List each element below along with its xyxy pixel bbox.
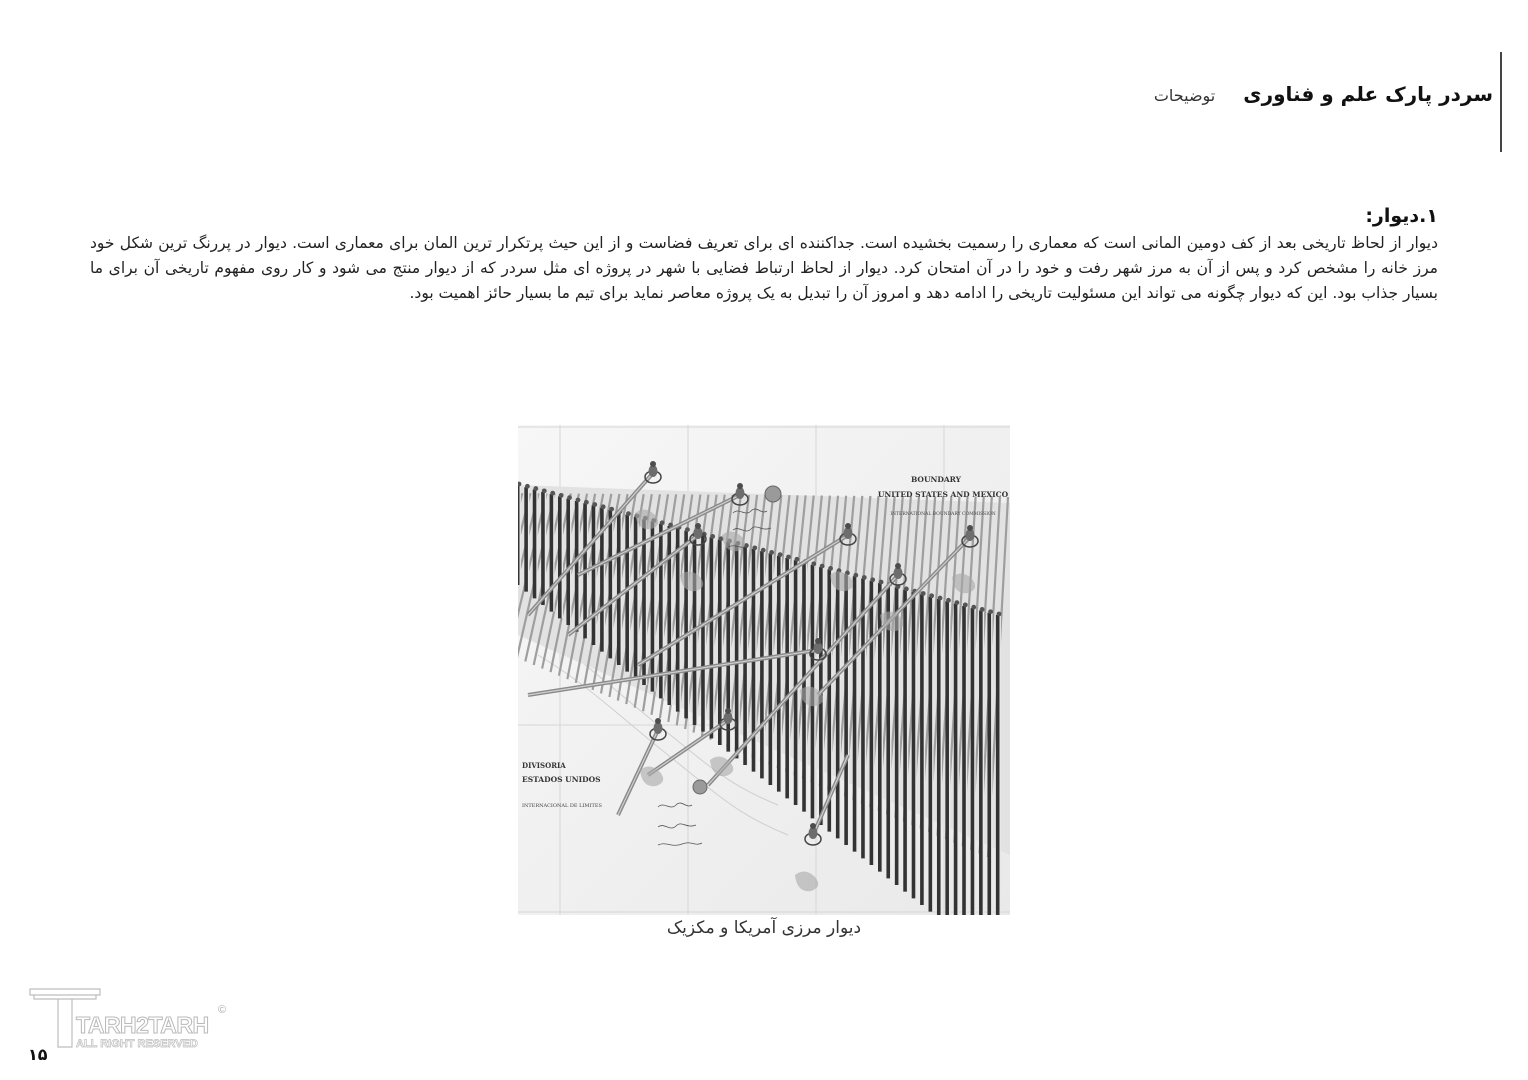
slat-cap [525,484,530,489]
slat-cap [609,507,614,512]
person-head [695,523,701,529]
slat-cap [794,557,799,562]
slat-cap [592,502,597,507]
person-head [737,483,743,489]
slat-cap [811,561,816,566]
seal-icon [693,780,707,794]
person-head [655,718,661,724]
person-head [895,563,901,569]
map-title-line-2: UNITED STATES AND MEXICO [877,490,1009,499]
slat-cap [786,555,791,560]
header-divider [1500,52,1502,152]
logo-icon [28,985,238,1053]
map-lower-line-2: ESTADOS UNIDOS [522,775,601,784]
slat-cap [685,527,690,532]
slat-cap [660,520,665,525]
slat-cap [601,504,606,509]
slat-cap [752,545,757,550]
slat-cap [971,605,976,610]
border-wall-illustration [518,425,1010,915]
slat-cap [954,600,959,605]
person-head [650,461,656,467]
slat-cap [559,493,564,498]
person-head [845,523,851,529]
slat-cap [576,498,581,503]
slat-cap [828,566,833,571]
slat-cap [710,534,715,539]
slat-cap [550,491,555,496]
map-title-line-1: BOUNDARY [910,475,962,484]
map-lower-line-1: DIVISORIA [522,761,566,770]
person-head [815,638,821,644]
slat-cap [946,598,951,603]
header-title: سردر پارک علم و فناوری [1243,82,1493,106]
header-subtitle: توضیحات [1153,86,1216,105]
slat-cap [584,500,589,505]
slat-cap [879,580,884,585]
map-lower-line-3: INTERNACIONAL DE LIMITES [522,803,602,809]
slat-cap [997,612,1002,617]
slat-cap [542,488,547,493]
slat-cap [904,587,909,592]
logo-rights-text: ALL RIGHT RESERVED [76,1038,198,1050]
slat-cap [870,577,875,582]
slat-cap [938,596,943,601]
slat-cap [929,593,934,598]
map-title-line-3: INTERNATIONAL BOUNDARY COMMISSION [890,512,996,517]
section-body: دیوار از لحاظ تاریخی بعد از کف دومین المانی است که معماری را رسمیت بخشیده است. جداکننده ای برای تعریف فضاست و از این حیث پرتکرار ترین المان برای معماری است. دیوار در پررنگ ترین شکل خود مرز خانه را مشخص کرد و پس از آن به مرز شهر رفت و خود را در آن امتحان کرد. دیوار از لحاظ ارتباط فضایی با شهر در پروژه ای مثل سردر که از دیوار منتج می شود و کار روی مفهوم تاریخی آن برای ما بسیار جذاب بود. این که دیوار چگونه می تواند این مسئولیت تاریخی را ادامه دهد و امروز آن را تبدیل به یک پروژه معاصر نماید برای تیم ما بسیار حائز اهمیت بود. [90,234,1438,302]
slat-cap [567,495,572,500]
slat-cap [853,573,858,578]
person-head [810,823,816,829]
figure-caption: دیوار مرزی آمریکا و مکزیک [666,918,862,938]
slat-cap [988,609,993,614]
person-head [725,708,731,714]
slat-cap [533,486,538,491]
logo-text: TARH2TARH [76,1012,209,1038]
slat-cap [963,602,968,607]
slat-cap [921,591,926,596]
slat-cap [626,511,631,516]
slat-cap [778,552,783,557]
section-title: ۱.دیوار: [1365,205,1438,227]
copyright-icon: © [218,1004,227,1016]
slat-cap [761,548,766,553]
border-wall-image [518,425,1010,915]
slat-cap [862,575,867,580]
seal-icon [765,486,781,502]
page-number: ۱۵ [28,1045,48,1064]
wall-section [90,205,1438,306]
person-head [967,525,973,531]
slat-cap [769,550,774,555]
page-header [1154,82,1493,106]
slat-cap [820,564,825,569]
slat-cap [980,607,985,612]
